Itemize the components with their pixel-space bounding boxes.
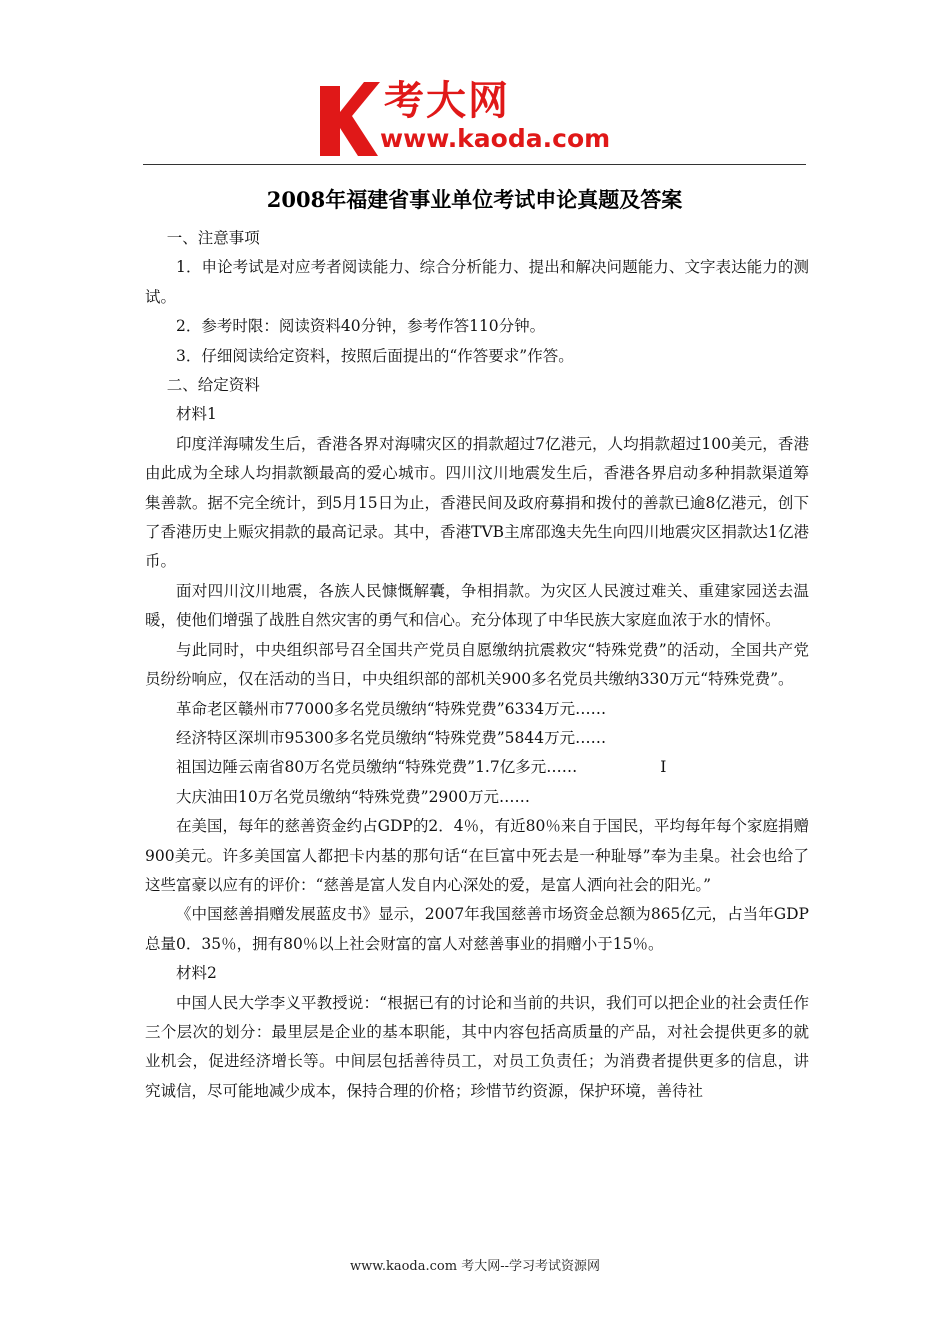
material-heading: 材料1 — [176, 405, 217, 424]
body-paragraph-text: 祖国边陲云南省80万名党员缴纳“特殊党费”1.7亿多元…… — [176, 758, 578, 777]
body-paragraph: 在美国，每年的慈善资金约占GDP的2．4％，有近80％来自于国民，平均每年每个家庭捐赠900美元。许多美国富人都把卡内基的那句话“在巨富中死去是一种耻辱”奉为圭臬。社会也给了这些富豪以应有的评价：“慈善是富人发自内心深处的爱，是富人洒向社会的阳光。” — [145, 817, 809, 894]
logo-url-text: www.kaoda.com — [380, 124, 611, 153]
body-paragraph: 革命老区赣州市77000多名党员缴纳“特殊党费”6334万元…… — [176, 699, 607, 718]
k-logo-icon — [318, 78, 382, 158]
kaoda-logo — [318, 78, 648, 160]
section-heading: 一、注意事项 — [166, 229, 260, 247]
document-title: 2008年福建省事业单位考试申论真题及答案 — [266, 187, 683, 212]
logo-chinese-name: 考大网 — [384, 78, 510, 124]
header-divider — [143, 164, 806, 165]
section-heading: 二、给定资料 — [166, 376, 260, 395]
page-footer: www.kaoda.com 考大网--学习考试资源网 — [350, 1259, 600, 1274]
notice-item: 1．申论考试是对应考者阅读能力、综合分析能力、提出和解决问题能力、文字表达能力的测试。 — [145, 258, 809, 306]
body-paragraph: 面对四川汶川地震，各族人民慷慨解囊，争相捐款。为灾区人民渡过难关、重建家园送去温暖，使他们增强了战胜自然灾害的勇气和信心。充分体现了中华民族大家庭血浓于水的情怀。 — [145, 581, 809, 630]
body-paragraph-with-cursor — [145, 753, 809, 782]
body-paragraph: 印度洋海啸发生后，香港各界对海啸灾区的捐款超过7亿港元，人均捐款超过100美元，香港由此成为全球人均捐款额最高的爱心城市。四川汶川地震发生后，香港各界启动多种捐款渠道筹集善款。据不完全统计，到5月15日为止，香港民间及政府募捐和拨付的善款已逾8亿港元，创下了香港历史上赈灾捐款的最高记录。其中，香港TVB主席邵逸夫先生向四川地震灾区捐款达1亿港币。 — [145, 434, 809, 571]
body-paragraph: 中国人民大学李义平教授说：“根据已有的讨论和当前的共识，我们可以把企业的社会责任作三个层次的划分：最里层是企业的基本职能，其中内容包括高质量的产品，对社会提供更多的就业机会，促进经济增长等。中间层包括善待员工，对员工负责任；为消费者提供更多的信息，讲究诚信，尽可能地减少成本，保持合理的价格；珍惜节约资源，保护环境，善待社 — [145, 993, 809, 1100]
notice-item: 3．仔细阅读给定资料，按照后面提出的“作答要求”作答。 — [176, 346, 574, 365]
material-heading: 材料2 — [176, 964, 217, 983]
body-paragraph: 经济特区深圳市95300多名党员缴纳“特殊党费”5844万元…… — [176, 728, 607, 747]
document-body — [145, 224, 809, 1106]
notice-item: 2．参考时限：阅读资料40分钟，参考作答110分钟。 — [176, 317, 546, 336]
body-paragraph: 《中国慈善捐赠发展蓝皮书》显示，2007年我国慈善市场资金总额为865亿元，占当年GDP总量0．35％，拥有80％以上社会财富的富人对慈善事业的捐赠小于15％。 — [145, 905, 809, 953]
body-paragraph: 与此同时，中央组织部号召全国共产党员自愿缴纳抗震救灾“特殊党费”的活动，全国共产党员纷纷响应，仅在活动的当日，中央组织部的部机关900多名党员共缴纳330万元“特殊党费”。 — [145, 640, 809, 689]
body-paragraph: 大庆油田10万名党员缴纳“特殊党费”2900万元…… — [176, 787, 531, 806]
text-cursor-icon: I — [660, 758, 667, 777]
